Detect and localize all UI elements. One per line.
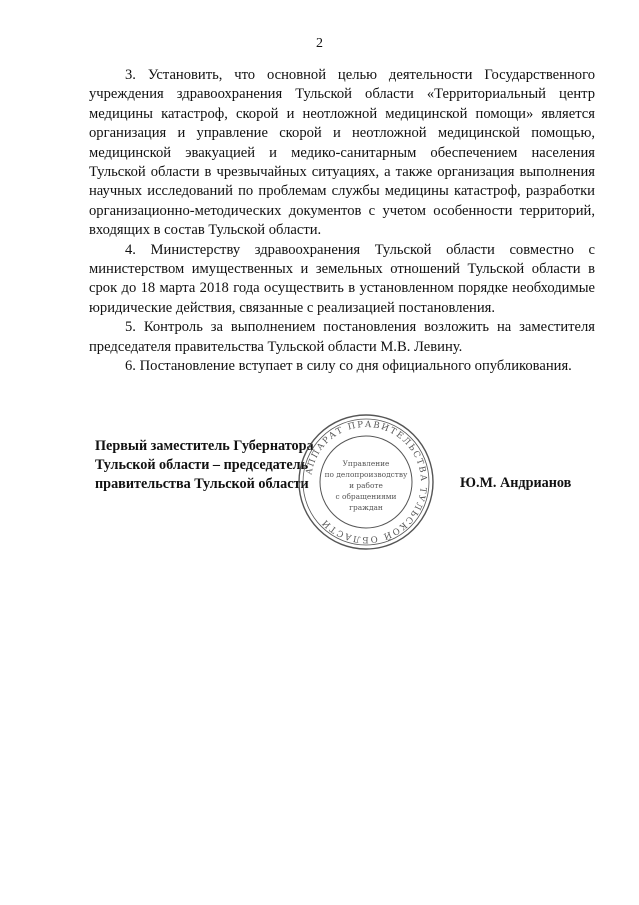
document-body	[89, 66, 595, 377]
page-number: 2	[316, 36, 323, 51]
paragraph-3: 3. Установить, что основной целью деятельности Государственного учреждения здравоохранения Тульской области «Территориальный центр медицины катастроф, скорой и неотложной медицинской помощи» является организация и управление скорой и неотложной медицинской помощью, медицинской эвакуацией и медико-санитарным обеспечением населения Тульской области в чрезвычайных ситуациях, а также организация выполнения научных исследований по проблемам службы медицины катастроф, разработки организационно-методических документов с учетом особенности территорий, входящих в состав Тульской области.	[89, 67, 595, 239]
stamp-seal-graphic	[296, 412, 436, 552]
paragraph-6: 6. Постановление вступает в силу со дня официального опубликования.	[125, 358, 572, 375]
paragraph-5: 5. Контроль за выполнением постановления возложить на заместителя председателя правительства Тульской области М.В. Левину.	[89, 319, 595, 355]
signatory-position-line: правительства Тульской области	[95, 476, 309, 492]
signatory-position-line: Тульской области – председатель	[95, 457, 309, 473]
stamp-center-line: по делопроизводству	[324, 470, 408, 479]
stamp-center-line: Управление	[342, 459, 390, 468]
stamp-center-line: и работе	[349, 481, 383, 490]
stamp-ring-text: АППАРАТ ПРАВИТЕЛЬСТВА ТУЛЬСКОЙ ОБЛАСТИ	[304, 419, 429, 545]
stamp-center-line: граждан	[349, 503, 383, 512]
official-stamp	[296, 412, 436, 552]
signatory-position-line: Первый заместитель Губернатора	[95, 438, 314, 454]
signatory-position	[95, 437, 314, 494]
signatory-name: Ю.М. Андрианов	[460, 475, 572, 491]
paragraph-4: 4. Министерству здравоохранения Тульской области совместно с министерством имущественных и земельных отношений Тульской области в срок до 18 марта 2018 года осуществить в установленном порядке необходимые юридические действия, связанные с реализацией постановления.	[89, 241, 595, 316]
stamp-center-line: с обращениями	[335, 492, 397, 501]
